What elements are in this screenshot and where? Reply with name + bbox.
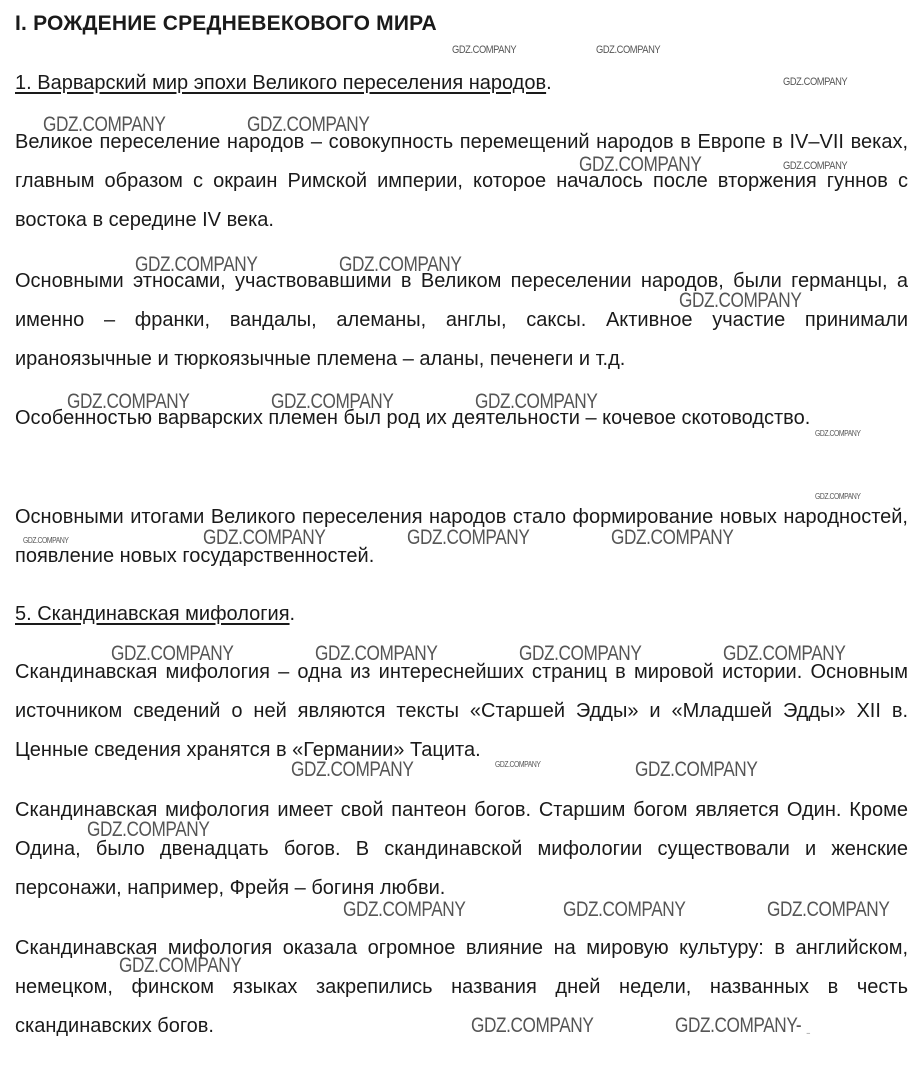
section-5-paragraph-2: Скандинавская мифология имеет свой пантеон богов. Старшим богом является Один. Кроме Одина, было двенадцать богов. В скандинавской мифологии существовали и женские персонажи, например, Фрейя – богиня любви. (15, 799, 908, 899)
watermark: GDZ.COMPANY (343, 898, 466, 921)
watermark: GDZ.COMPANY (247, 113, 370, 136)
watermark: GDZ.COMPANY (315, 642, 438, 665)
watermark: GDZ.COMPANY (495, 760, 541, 769)
stray-dash-mark: - (806, 1024, 811, 1040)
watermark: GDZ.COMPANY (596, 44, 661, 56)
watermark: GDZ.COMPANY (519, 642, 642, 665)
watermark: GDZ.COMPANY (475, 390, 598, 413)
watermark: GDZ.COMPANY (767, 898, 890, 921)
watermark: GDZ.COMPANY (339, 253, 462, 276)
page-title: I. РОЖДЕНИЕ СРЕДНЕВЕКОВОГО МИРА (15, 12, 437, 35)
watermark: GDZ.COMPANY (111, 642, 234, 665)
watermark: GDZ.COMPANY (291, 758, 414, 781)
watermark: GDZ.COMPANY (119, 954, 242, 977)
watermark: GDZ.COMPANY (471, 1014, 594, 1037)
watermark: GDZ.COMPANY (563, 898, 686, 921)
watermark: GDZ.COMPANY (635, 758, 758, 781)
watermark: GDZ.COMPANY (611, 526, 734, 549)
watermark: GDZ.COMPANY (67, 390, 190, 413)
watermark: GDZ.COMPANY (815, 492, 861, 501)
watermark: GDZ.COMPANY (271, 390, 394, 413)
section-5-heading-text: 5. Скандинавская мифология (15, 603, 290, 625)
section-1-heading-punct: . (546, 72, 552, 94)
section-1-paragraph-4: Основными итогами Великого переселения народов стало формирование новых народностей, появление новых государственностей. (15, 506, 908, 567)
section-1-paragraph-1: Великое переселение народов – совокупность перемещений народов в Европе в IV–VII веках, главным образом с окраин Римской империи, которое началось после вторжения гуннов с востока в середине IV века. (15, 131, 908, 231)
watermark: GDZ.COMPANY (407, 526, 530, 549)
watermark: GDZ.COMPANY (723, 642, 846, 665)
watermark: GDZ.COMPANY (135, 253, 258, 276)
section-1-paragraph-3: Особенностью варварских племен был род их деятельности – кочевое скотоводство. (15, 407, 811, 429)
watermark: GDZ.COMPANY (783, 160, 848, 172)
section-5-paragraph-3: Скандинавская мифология оказала огромное влияние на мировую культуру: в английском, немецком, финском языках закрепились названия дней недели, названных в честь скандинавских богов. (15, 937, 908, 1037)
watermark: GDZ.COMPANY- (675, 1014, 802, 1037)
watermark: GDZ.COMPANY (87, 818, 210, 841)
watermark: GDZ.COMPANY (783, 76, 848, 88)
section-1-heading-text: 1. Варварский мир эпохи Великого переселения народов (15, 72, 547, 94)
section-5-heading (15, 602, 295, 626)
watermark: GDZ.COMPANY (579, 153, 702, 176)
watermark: GDZ.COMPANY (815, 429, 861, 438)
section-5-paragraph-1: Скандинавская мифология – одна из интереснейших страниц в мировой истории. Основным источником сведений о ней являются тексты «Старшей Эдды» и «Младшей Эдды» XII в. Ценные сведения хранятся в «Германии» Тацита. (15, 661, 908, 761)
watermark: GDZ.COMPANY (43, 113, 166, 136)
section-1-heading (15, 71, 552, 95)
section-5-heading-punct: . (289, 603, 296, 625)
watermark: GDZ.COMPANY (23, 536, 69, 545)
watermark: GDZ.COMPANY (203, 526, 326, 549)
watermark: GDZ.COMPANY (452, 44, 517, 56)
watermark: GDZ.COMPANY (679, 289, 802, 312)
section-1-paragraph-2: Основными этносами, участвовавшими в Великом переселении народов, были германцы, а именно – франки, вандалы, алеманы, англы, саксы. Активное участие принимали ираноязычные и тюркоязычные племена – аланы, печенеги и т.д. (15, 270, 908, 370)
